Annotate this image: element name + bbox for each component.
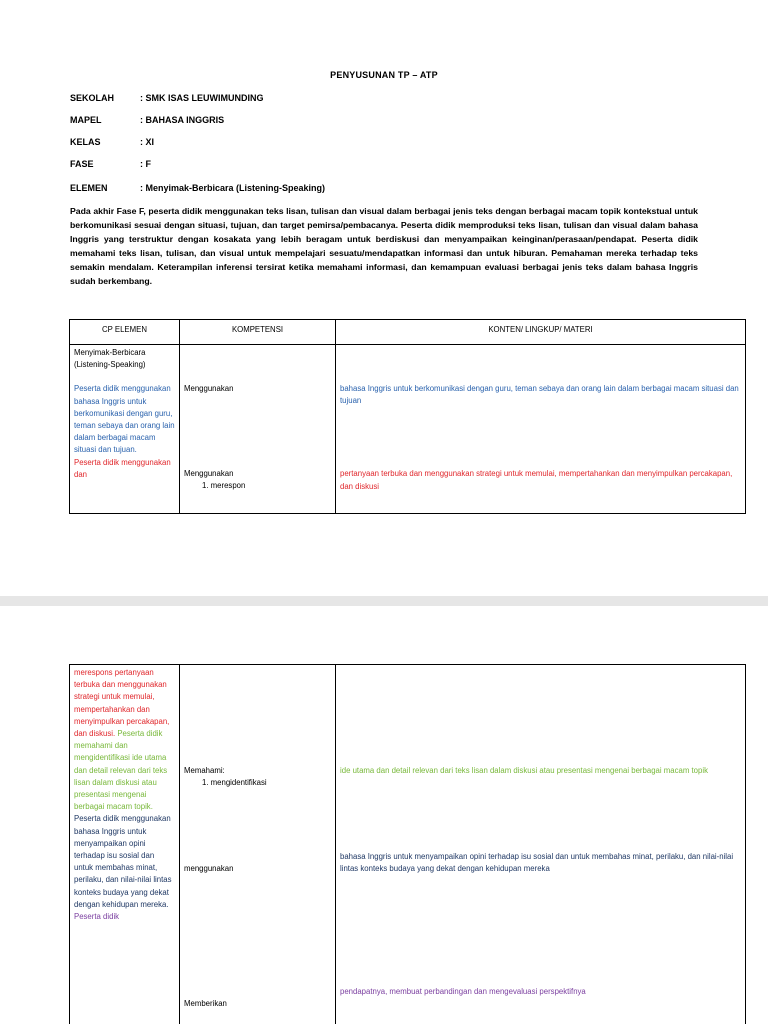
kompetensi-1-item: 1. mengidentifikasi bbox=[202, 778, 267, 788]
meta-value: : SMK ISAS LEUWIMUNDING bbox=[140, 93, 264, 103]
meta-phase bbox=[70, 159, 151, 169]
kompetensi-cell bbox=[180, 345, 336, 514]
tp-atp-table-page2 bbox=[69, 664, 746, 1024]
meta-key: KELAS bbox=[70, 137, 101, 147]
kompetensi-1: Menggunakan bbox=[184, 384, 234, 393]
meta-subject bbox=[70, 115, 224, 125]
meta-class bbox=[70, 137, 154, 147]
cp-title: Menyimak-Berbicara (Listening-Speaking) bbox=[74, 348, 146, 370]
meta-key: ELEMEN bbox=[70, 183, 108, 193]
meta-value: : F bbox=[140, 159, 151, 169]
table-row bbox=[70, 665, 746, 1024]
kompetensi-2: Menggunakan bbox=[184, 469, 234, 479]
meta-school bbox=[70, 93, 264, 103]
kompetensi-3: Memberikan bbox=[184, 998, 227, 1008]
meta-value: : Menyimak-Berbicara (Listening-Speaking) bbox=[140, 183, 326, 193]
table-row bbox=[70, 345, 746, 514]
cp-text-purple: Peserta didik bbox=[74, 912, 120, 922]
cp-text-red: merespons pertanyaan terbuka dan menggunakan strategi untuk memulai, mempertahankan dan menyimpulkan percakapan, dan diskusi. bbox=[74, 668, 170, 739]
meta-element bbox=[70, 183, 325, 193]
konten-cell bbox=[336, 665, 746, 1024]
cp-elemen-cell bbox=[70, 665, 180, 1024]
konten-1: bahasa Inggris untuk berkomunikasi dengan guru, teman sebaya dan orang lain dalam berbagai macam situasi dan tujuan bbox=[340, 384, 739, 406]
kompetensi-cell bbox=[180, 665, 336, 1024]
meta-value: : XI bbox=[140, 137, 155, 147]
cp-text-green: Peserta didik memahami dan mengidentifikasi ide utama dan detail relevan dari teks lisan dalam diskusi atau presentasi mengenai berbagai macam topik. bbox=[74, 729, 168, 812]
description-paragraph: Pada akhir Fase F, peserta didik menggunakan teks lisan, tulisan dan visual dalam berbagai jenis teks dengan berbagai macam topik kontekstual untuk berkomunikasi sesuai dengan situasi, tujuan, dan target pemirsa/pembacanya. Peserta didik memproduksi teks lisan, tulisan dan visual dalam bahasa Inggris yang terstruktur dengan kosakata yang lebih beragam untuk berdiskusi dan menyampaikan keinginan/perasaan/pendapat. Peserta didik memahami teks lisan, tulisan, dan visual untuk mempelajari sesuatu/mendapatkan informasi dan untuk hiburan. Pemahaman mereka terhadap teks semakin mendalam. Keterampilan inferensi tersirat ketika memahami informasi, dan kemampuan evaluasi berbagai jenis teks dalam bahasa Inggris sudah berkembang. bbox=[70, 206, 698, 286]
document-page-2 bbox=[0, 606, 768, 1024]
cp-text-navy: Peserta didik menggunakan bahasa Inggris untuk menyampaikan opini terhadap isu sosial dan untuk membahas minat, perilaku, dan nilai-nilai lintas konteks budaya yang dekat dengan kehidupan mereka. bbox=[74, 814, 172, 909]
konten-cell bbox=[336, 345, 746, 514]
tp-atp-table-page1 bbox=[69, 319, 746, 514]
meta-value: : BAHASA INGGRIS bbox=[140, 115, 225, 125]
header-konten: KONTEN/ LINGKUP/ MATERI bbox=[336, 320, 746, 345]
konten-1: ide utama dan detail relevan dari teks lisan dalam diskusi atau presentasi mengenai berbagai macam topik bbox=[340, 766, 708, 775]
kompetensi-2-item: 1. merespon bbox=[202, 481, 246, 491]
cp-text-red: Peserta didik menggunakan dan bbox=[74, 457, 171, 479]
kompetensi-2: menggunakan bbox=[184, 864, 234, 874]
konten-3: pendapatnya, membuat perbandingan dan mengevaluasi perspektifnya bbox=[340, 986, 586, 996]
meta-key: MAPEL bbox=[70, 115, 102, 125]
document-title: PENYUSUNAN TP – ATP bbox=[330, 70, 438, 80]
cp-text-blue: Peserta didik menggunakan bahasa Inggris untuk berkomunikasi dengan guru, teman sebaya dan orang lain dalam berbagai macam situasi dan tujuan. bbox=[74, 384, 175, 455]
header-kompetensi: KOMPETENSI bbox=[180, 320, 336, 345]
header-cp-elemen: CP ELEMEN bbox=[70, 320, 180, 345]
table-header-row bbox=[70, 320, 746, 345]
kompetensi-1: Memahami: bbox=[184, 766, 225, 775]
meta-key: FASE bbox=[70, 159, 94, 169]
meta-key: SEKOLAH bbox=[70, 93, 115, 103]
konten-2: bahasa Inggris untuk menyampaikan opini terhadap isu sosial dan untuk membahas minat, perilaku, dan nilai-nilai lintas konteks budaya yang dekat dengan kehidupan mereka bbox=[340, 852, 734, 874]
cp-elemen-cell bbox=[70, 345, 180, 514]
konten-2: pertanyaan terbuka dan menggunakan strategi untuk memulai, mempertahankan dan menyimpulkan percakapan, dan diskusi bbox=[340, 469, 733, 491]
